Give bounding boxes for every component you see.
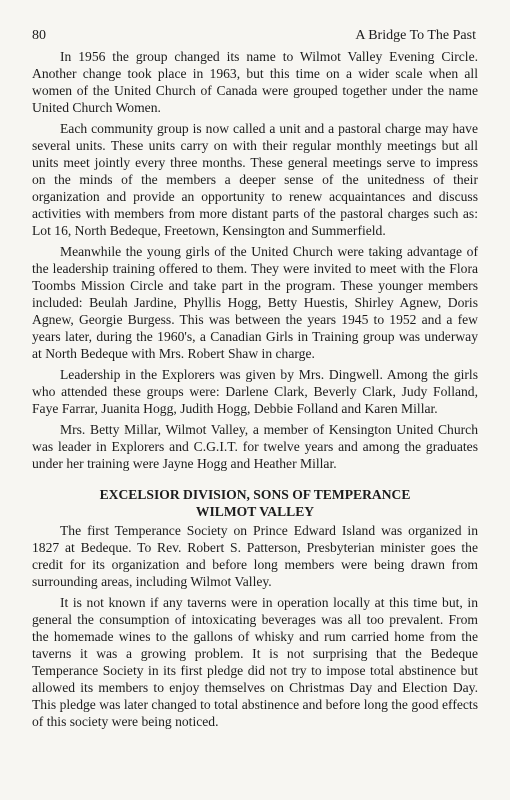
paragraph: Each community group is now called a unit and a pastoral charge may have several units. These units carry on with their regular monthly meetings but all units meet jointly every three months. These general meetings serve to impress on the minds of the members a deeper sense of the unitedness of their organization and provide an opportunity to renew acquaintances and discuss activities with members from more distant parts of the pastoral charges such as: Lot 16, North Bedeque, Freetown, Kensington and Summerfield. [32, 121, 478, 238]
paragraph: Mrs. Betty Millar, Wilmot Valley, a member of Kensington United Church was leader in Explorers and C.G.I.T. for twelve years and among the graduates under her training were Jayne Hogg and Heather Millar. [32, 422, 478, 471]
paragraph: In 1956 the group changed its name to Wilmot Valley Evening Circle. Another change took place in 1963, but this time on a wider scale when all women of the United Church of Canada were grouped together under the name United Church Women. [32, 49, 478, 115]
page-body [32, 48, 478, 734]
section-heading-line: EXCELSIOR DIVISION, SONS OF TEMPERANCE [99, 487, 411, 502]
paragraph: Leadership in the Explorers was given by Mrs. Dingwell. Among the girls who attended these groups were: Darlene Clark, Beverly Clark, Judy Folland, Faye Farrar, Juanita Hogg, Judith Hogg, Debbie Folland and Karen Millar. [32, 367, 478, 416]
paragraph: The first Temperance Society on Prince Edward Island was organized in 1827 at Bedeque. To Rev. Robert S. Patterson, Presbyterian minister goes the credit for its organization and before long members were being drawn from surrounding areas, including Wilmot Valley. [32, 523, 478, 589]
section-heading-line: WILMOT VALLEY [195, 504, 315, 519]
paragraph: Meanwhile the young girls of the United Church were taking advantage of the leadership training offered to them. They were invited to meet with the Flora Toombs Mission Circle and take part in the program. These younger members included: Beulah Jardine, Phyllis Hogg, Betty Huestis, Shirley Agnew, Doris Agnew, Georgie Burgess. This was between the years 1945 to 1952 and a few years later, during the 1960's, a Canadian Girls in Training group was underway at North Bedeque with Mrs. Robert Shaw in charge. [32, 244, 478, 361]
section-heading [32, 486, 478, 520]
page-header [32, 28, 476, 44]
page-number: 80 [32, 28, 46, 43]
running-title: A Bridge To The Past [355, 28, 476, 43]
paragraph: It is not known if any taverns were in operation locally at this time but, in general the consumption of intoxicating beverages was all too prevalent. From the homemade wines to the gallons of whisky and rum carried home from the taverns it was a growing problem. It is not surprising that the Bedeque Temperance Society in its first pledge did not try to impose total abstinence but allowed its members to enjoy themselves on Christmas Day and Election Day. This pledge was later changed to total abstinence and before long the good effects of this society were being noticed. [32, 595, 478, 729]
